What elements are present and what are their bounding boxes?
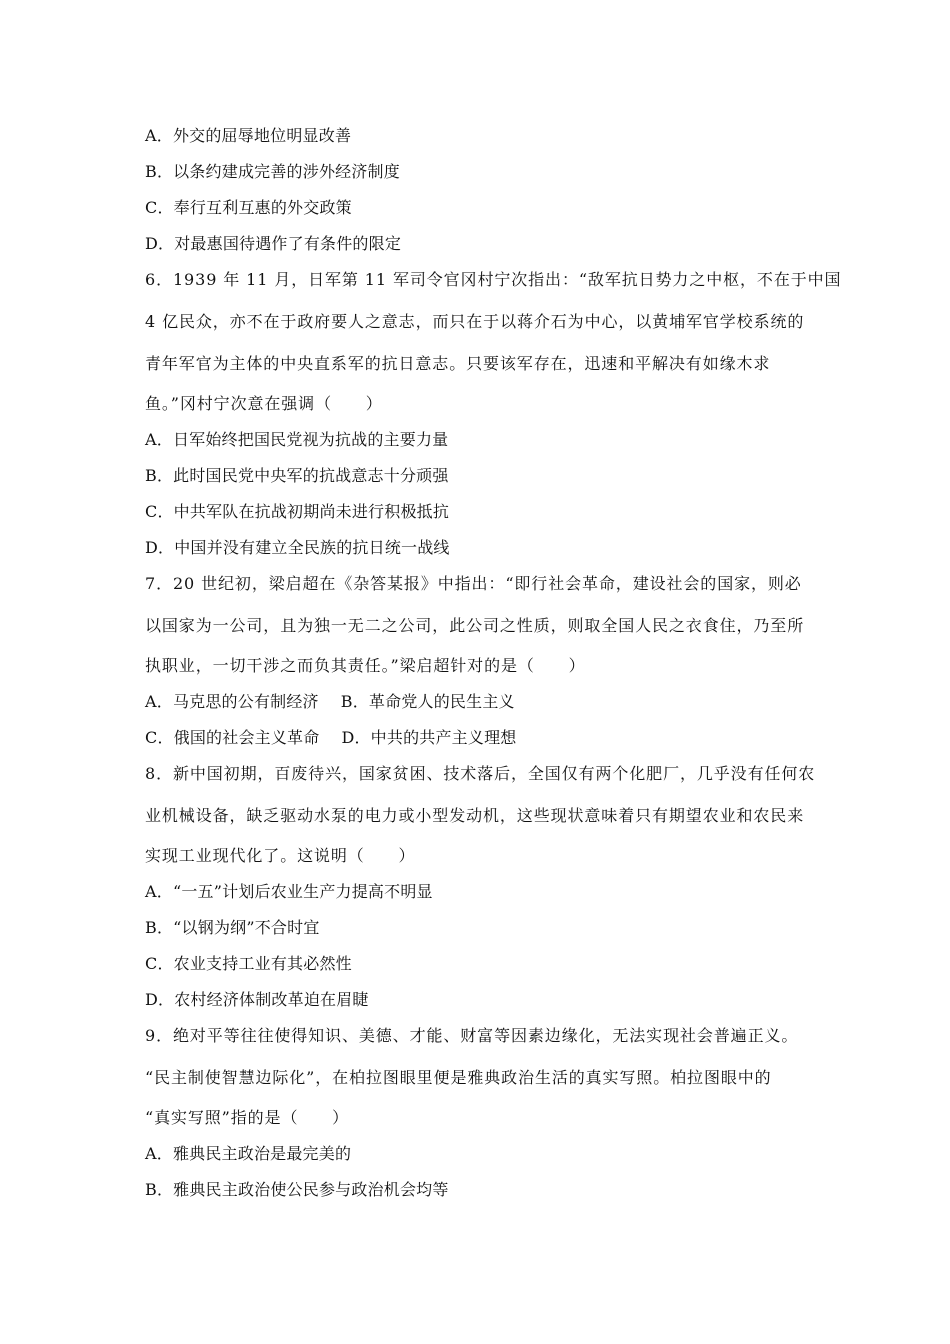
q5-option-c: C．奉行互利互惠的外交政策 bbox=[145, 198, 352, 217]
q6-option-a: A．日军始终把国民党视为抗战的主要力量 bbox=[145, 430, 449, 449]
q7-options-row-2 bbox=[145, 728, 815, 748]
q9-stem-line-2: “民主制使智慧边际化”，在柏拉图眼里便是雅典政治生活的真实写照。柏拉图眼中的 bbox=[145, 1068, 772, 1087]
q8-stem-line-3: 实现工业现代化了。这说明（ ） bbox=[145, 846, 416, 865]
q6-stem-line-4: 鱼。”冈村宁次意在强调（ ） bbox=[145, 394, 383, 413]
q7-option-d: D．中共的共产主义理想 bbox=[341, 728, 517, 747]
q7-option-a: A．马克思的公有制经济 bbox=[145, 692, 319, 711]
q7-stem-line-2: 以国家为一公司，且为独一无二之公司，此公司之性质，则取全国人民之衣食住，乃至所 bbox=[145, 616, 805, 635]
q9-option-a: A．雅典民主政治是最完美的 bbox=[145, 1144, 352, 1163]
q8-stem-line-2: 业机械设备，缺乏驱动水泵的电力或小型发动机，这些现状意味着只有期望农业和农民来 bbox=[145, 806, 805, 825]
q7-stem-line-3: 执职业，一切干涉之而负其责任。”梁启超针对的是（ ） bbox=[145, 656, 586, 675]
q8-option-d: D．农村经济体制改革迫在眉睫 bbox=[145, 990, 369, 1009]
q7-options-row-1 bbox=[145, 692, 815, 712]
q5-option-a: A．外交的屈辱地位明显改善 bbox=[145, 126, 352, 145]
q7-option-c: C．俄国的社会主义革命 bbox=[145, 728, 320, 747]
q6-option-c: C．中共军队在抗战初期尚未进行积极抵抗 bbox=[145, 502, 450, 521]
q9-option-b: B．雅典民主政治使公民参与政治机会均等 bbox=[145, 1180, 449, 1199]
q7-stem-line-1: 7．20 世纪初，梁启超在《杂答某报》中指出：“即行社会革命，建设社会的国家，则必 bbox=[145, 574, 802, 593]
q6-stem-line-2: 4 亿民众，亦不在于政府要人之意志，而只在于以蒋介石为中心，以黄埔军官学校系统的 bbox=[145, 312, 805, 331]
q6-option-b: B．此时国民党中央军的抗战意志十分顽强 bbox=[145, 466, 449, 485]
q8-option-c: C．农业支持工业有其必然性 bbox=[145, 954, 352, 973]
q5-option-d: D．对最惠国待遇作了有条件的限定 bbox=[145, 234, 402, 253]
q9-stem-line-3: “真实写照”指的是（ ） bbox=[145, 1108, 350, 1127]
q9-stem-line-1: 9．绝对平等往往使得知识、美德、才能、财富等因素边缘化，无法实现社会普遍正义。 bbox=[145, 1026, 799, 1045]
q6-stem-line-1: 6．1939 年 11 月，日军第 11 军司令官冈村宁次指出：“敌军抗日势力之中枢，不在于中国 bbox=[145, 270, 842, 289]
q6-option-d: D．中国并没有建立全民族的抗日统一战线 bbox=[145, 538, 450, 557]
q8-option-a: A．“一五”计划后农业生产力提高不明显 bbox=[145, 882, 433, 901]
q5-option-b: B．以条约建成完善的涉外经济制度 bbox=[145, 162, 400, 181]
q8-stem-line-1: 8．新中国初期，百废待兴，国家贫困、技术落后，全国仅有两个化肥厂，几乎没有任何农 bbox=[145, 764, 816, 783]
q7-option-b: B．革命党人的民生主义 bbox=[340, 692, 515, 711]
q8-option-b: B．“以钢为纲”不合时宜 bbox=[145, 918, 320, 937]
q6-stem-line-3: 青年军官为主体的中央直系军的抗日意志。只要该军存在，迅速和平解决有如缘木求 bbox=[145, 354, 771, 373]
